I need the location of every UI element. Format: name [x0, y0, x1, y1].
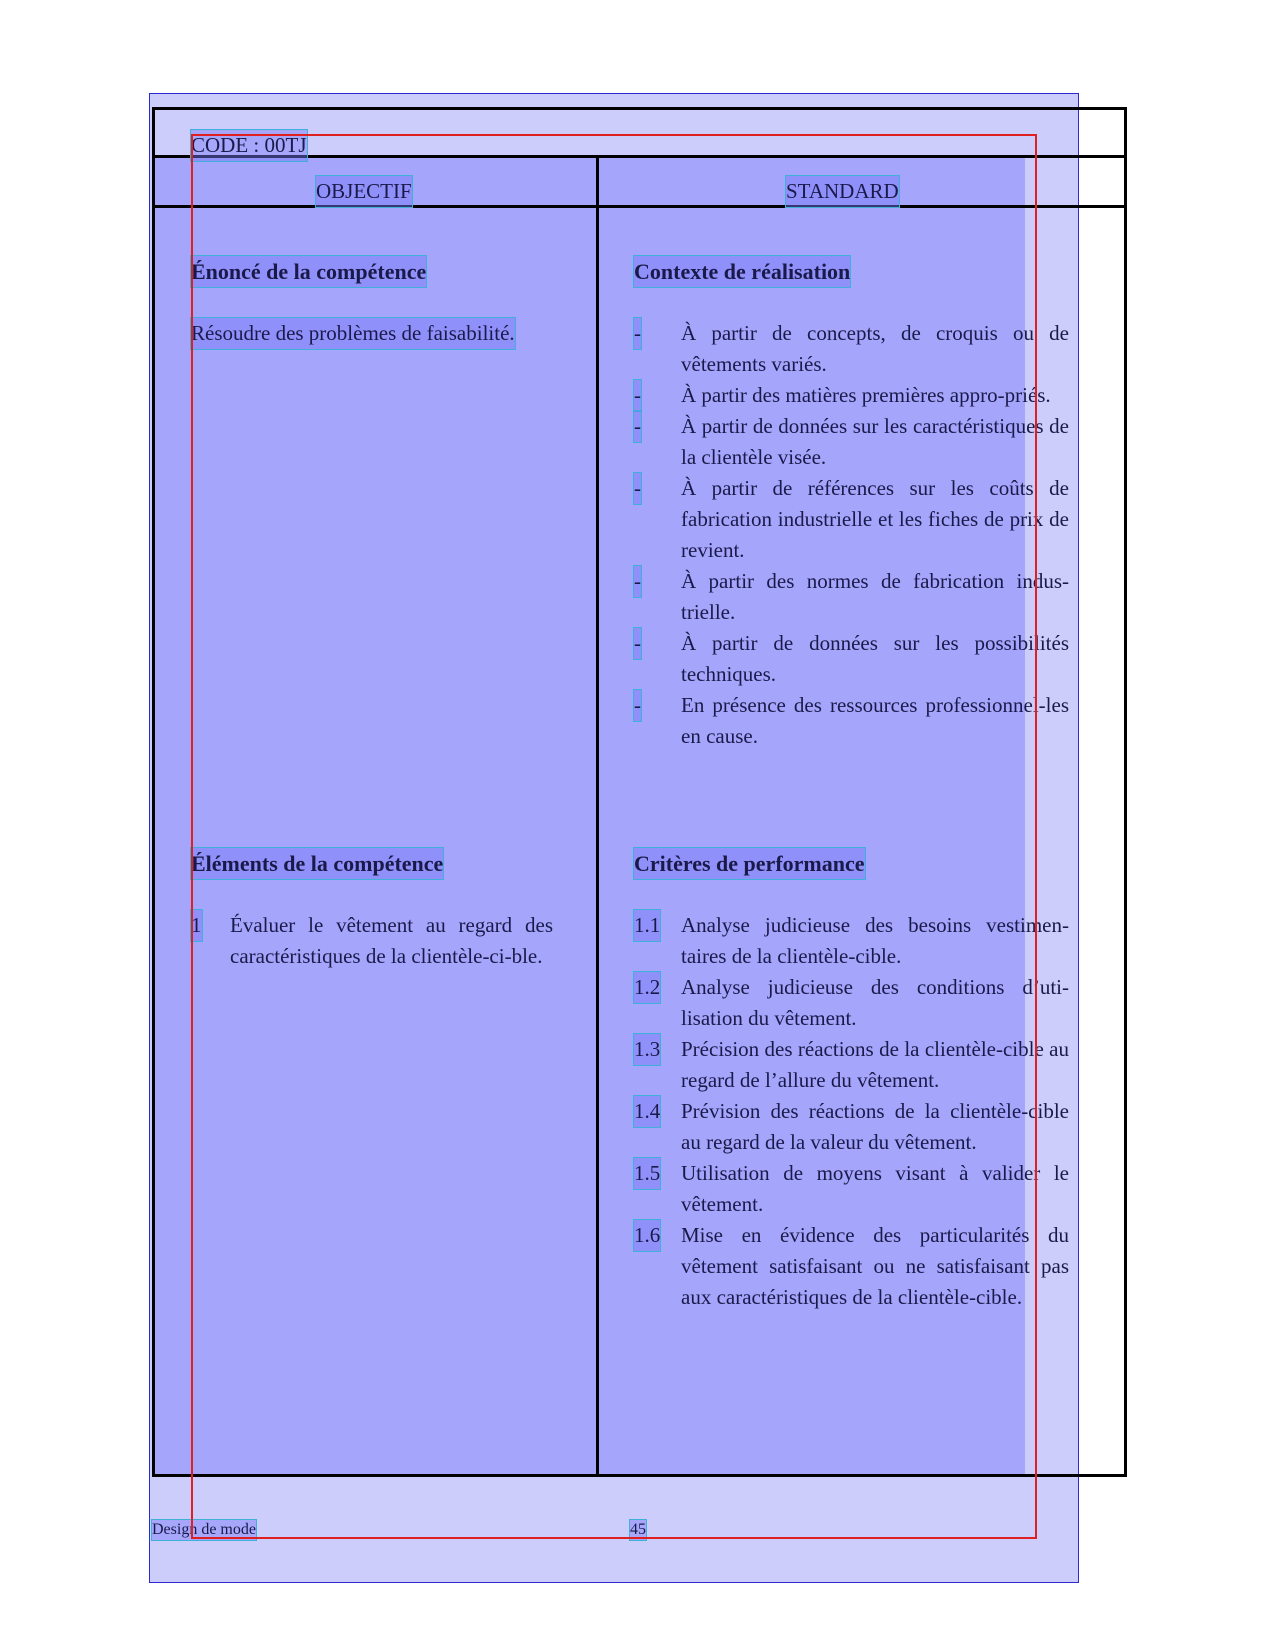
list-marker: -: [634, 473, 641, 504]
list-marker: 1.2: [634, 972, 660, 1003]
list-item: [634, 690, 1069, 752]
list-item-text: À partir de références sur les coûts de fabrication industrielle et les fiches de prix de revient.: [681, 476, 1069, 562]
list-marker: 1.5: [634, 1158, 660, 1189]
list-item: [634, 473, 1069, 566]
elements-list: [191, 910, 553, 972]
page-number: 45: [630, 1521, 646, 1538]
list-item: [634, 380, 1069, 411]
code-label: CODE : 00TJ: [191, 130, 307, 161]
list-item: [634, 910, 1069, 972]
list-marker: 1.3: [634, 1034, 660, 1065]
list-item-text: À partir des normes de fabrication indus-trielle.: [681, 569, 1069, 624]
list-item-text: Évaluer le vêtement au regard des caractéristiques de la clientèle-ci-ble.: [230, 913, 553, 968]
list-marker: -: [634, 690, 641, 721]
criteres-list: [634, 910, 1069, 1313]
column-header-divider: [152, 205, 1127, 208]
list-item: [634, 1034, 1069, 1096]
list-marker: -: [634, 318, 641, 349]
list-item: [634, 1220, 1069, 1313]
list-item-text: Précision des réactions de la clientèle-cible au regard de l’allure du vêtement.: [681, 1037, 1069, 1092]
list-item: [634, 566, 1069, 628]
list-item-text: À partir des matières premières appro-priés.: [681, 383, 1051, 407]
column-divider: [596, 157, 599, 1474]
column-header-objectif: OBJECTIF: [316, 176, 412, 207]
list-item: [634, 972, 1069, 1034]
list-marker: -: [634, 628, 641, 659]
list-item: [634, 1096, 1069, 1158]
list-marker: 1.1: [634, 910, 660, 941]
list-item-text: À partir de données sur les possibilités techniques.: [681, 631, 1069, 686]
list-item: [191, 910, 553, 972]
list-item: [634, 628, 1069, 690]
list-item-text: En présence des ressources professionnel-les en cause.: [681, 693, 1069, 748]
list-item-text: À partir de données sur les caractéristiques de la clientèle visée.: [681, 414, 1069, 469]
list-item: [634, 318, 1069, 380]
list-marker: 1: [191, 910, 202, 941]
list-marker: -: [634, 566, 641, 597]
contexte-heading: Contexte de réalisation: [634, 256, 850, 287]
enonce-text: Résoudre des problèmes de faisabilité.: [191, 318, 515, 349]
footer-title: Design de mode: [152, 1521, 256, 1538]
list-item: [634, 1158, 1069, 1220]
list-marker: 1.6: [634, 1220, 660, 1251]
elements-heading: Éléments de la compétence: [191, 848, 443, 879]
list-item-text: Prévision des réactions de la clientèle-cible au regard de la valeur du vêtement.: [681, 1099, 1069, 1154]
criteres-heading: Critères de performance: [634, 848, 865, 879]
list-marker: 1.4: [634, 1096, 660, 1127]
list-item-text: Mise en évidence des particularités du vêtement satisfaisant ou ne satisfaisant pas aux caractéristiques de la clientèle-cible.: [681, 1223, 1069, 1309]
column-header-standard: STANDARD: [786, 176, 899, 207]
list-item-text: Utilisation de moyens visant à valider le vêtement.: [681, 1161, 1069, 1216]
list-item-text: Analyse judicieuse des besoins vestimen-taires de la clientèle-cible.: [681, 913, 1069, 968]
enonce-heading: Énoncé de la compétence: [191, 256, 426, 287]
list-marker: -: [634, 380, 641, 411]
list-item-text: À partir de concepts, de croquis ou de vêtements variés.: [681, 321, 1069, 376]
list-item: [634, 411, 1069, 473]
list-item-text: Analyse judicieuse des conditions d’uti-lisation du vêtement.: [681, 975, 1069, 1030]
list-marker: -: [634, 411, 641, 442]
contexte-list: [634, 318, 1069, 752]
